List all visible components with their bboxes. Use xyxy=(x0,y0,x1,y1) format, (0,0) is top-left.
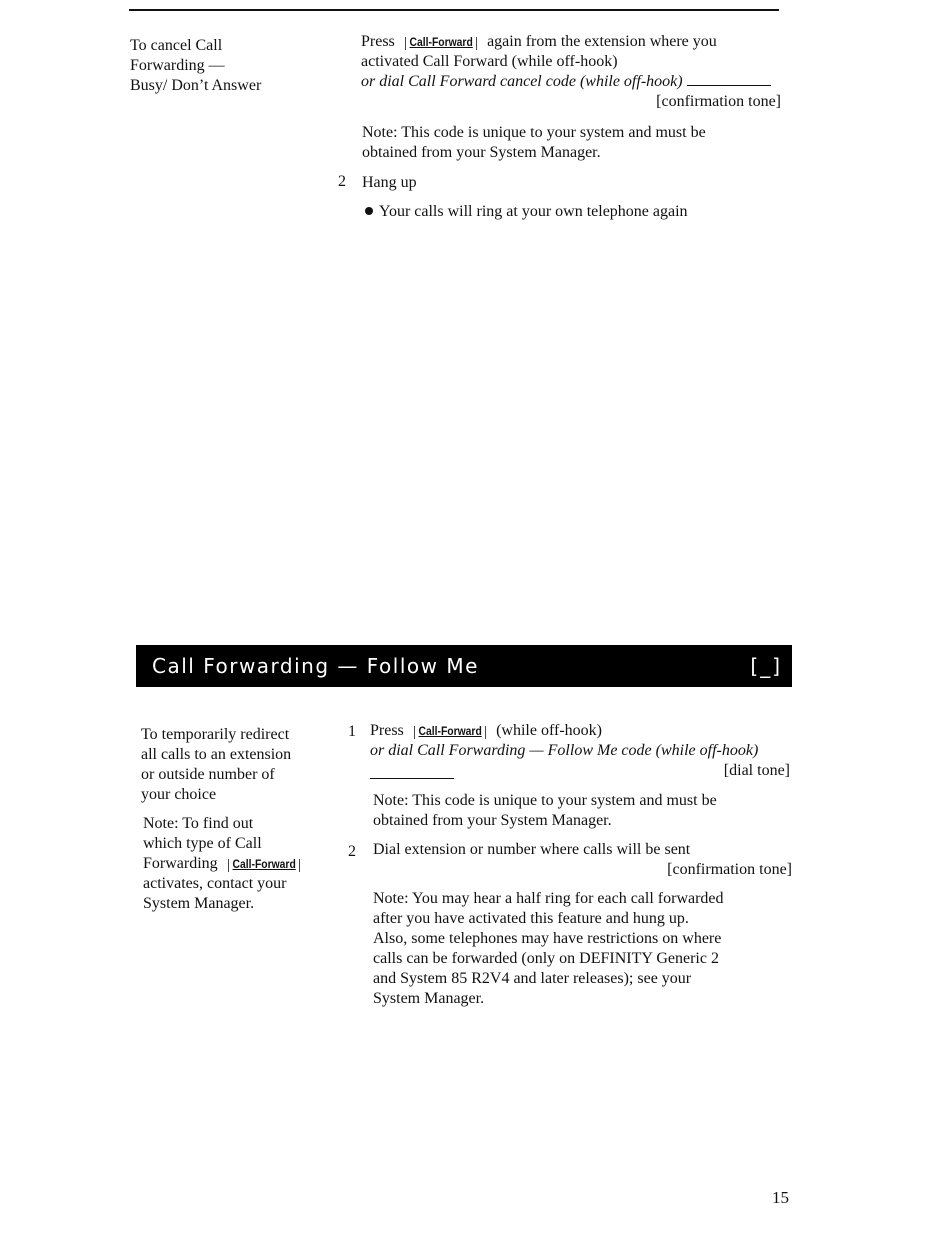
section-banner xyxy=(136,645,792,687)
press-text: Press xyxy=(361,33,395,50)
side-label-line: Busy/ Don’t Answer xyxy=(130,77,262,94)
cancel-step-1 xyxy=(361,32,781,112)
press-text: Press xyxy=(370,722,404,739)
code-blank xyxy=(687,84,771,86)
cancel-note xyxy=(362,123,782,163)
follow-me-step-1 xyxy=(370,721,792,781)
note-line: and System 85 R2V4 and later releases); see your xyxy=(373,970,692,987)
step-number: 2 xyxy=(348,843,356,860)
cancel-side-label xyxy=(130,36,340,96)
follow-me-step-2 xyxy=(373,840,792,880)
hang-up-text: Hang up xyxy=(362,174,417,191)
side-label-line: all calls to an extension xyxy=(141,746,292,763)
side-label-line: Forwarding — xyxy=(130,57,225,74)
follow-me-side-label xyxy=(141,725,331,805)
side-note-line: System Manager. xyxy=(143,895,255,912)
step-number: 2 xyxy=(338,173,346,190)
note-line: Also, some telephones may have restrictions on where xyxy=(373,930,722,947)
note-line: obtained from your System Manager. xyxy=(362,144,601,161)
follow-me-note-2 xyxy=(373,889,793,1009)
note-line: Note: This code is unique to your system and must be xyxy=(362,124,706,141)
note-line: after you have activated this feature and hung up. xyxy=(373,910,689,927)
top-rule xyxy=(129,9,779,11)
note-line: calls can be forwarded (only on DEFINITY Generic 2 xyxy=(373,950,719,967)
alt-instruction: or dial Call Forward cancel code (while off-hook) xyxy=(361,73,683,90)
side-label-line: your choice xyxy=(141,786,217,803)
step-text: Dial extension or number where calls will be sent xyxy=(373,841,691,858)
section-title: Call Forwarding — Follow Me xyxy=(152,654,479,678)
bullet-item xyxy=(365,202,688,222)
side-note-text: Forwarding xyxy=(143,855,218,872)
confirmation-tone: [confirmation tone] xyxy=(667,861,792,878)
alt-instruction: or dial Call Forwarding — Follow Me code (while off-hook) xyxy=(370,742,759,759)
step-text: (while off-hook) xyxy=(496,722,602,739)
follow-me-note-1 xyxy=(373,791,793,831)
step-text: again from the extension where you xyxy=(487,33,717,50)
feature-button-icon: [_] xyxy=(750,654,782,678)
side-label-line: To cancel Call xyxy=(130,37,223,54)
note-line: Note: You may hear a half ring for each call forwarded xyxy=(373,890,724,907)
confirmation-tone: [confirmation tone] xyxy=(656,93,781,110)
side-label-line: or outside number of xyxy=(141,766,275,783)
code-blank xyxy=(370,777,454,779)
side-note-line: activates, contact your xyxy=(143,875,287,892)
side-note xyxy=(143,814,333,914)
side-note-line: Note: To find out xyxy=(143,815,254,832)
step-text: activated Call Forward (while off-hook) xyxy=(361,53,618,70)
page-number: 15 xyxy=(772,1188,789,1207)
side-label-line: To temporarily redirect xyxy=(141,726,290,743)
bullet-text: Your calls will ring at your own telephone again xyxy=(379,203,688,220)
call-forward-key: Call-Forward xyxy=(405,37,477,50)
bullet-icon xyxy=(365,207,373,215)
side-note-line: which type of Call xyxy=(143,835,262,852)
call-forward-key: Call-Forward xyxy=(228,859,300,872)
note-line: Note: This code is unique to your system and must be xyxy=(373,792,717,809)
note-line: obtained from your System Manager. xyxy=(373,812,612,829)
call-forward-key: Call-Forward xyxy=(414,726,486,739)
note-line: System Manager. xyxy=(373,990,485,1007)
step-number: 1 xyxy=(348,723,356,740)
dial-tone: [dial tone] xyxy=(723,762,790,779)
